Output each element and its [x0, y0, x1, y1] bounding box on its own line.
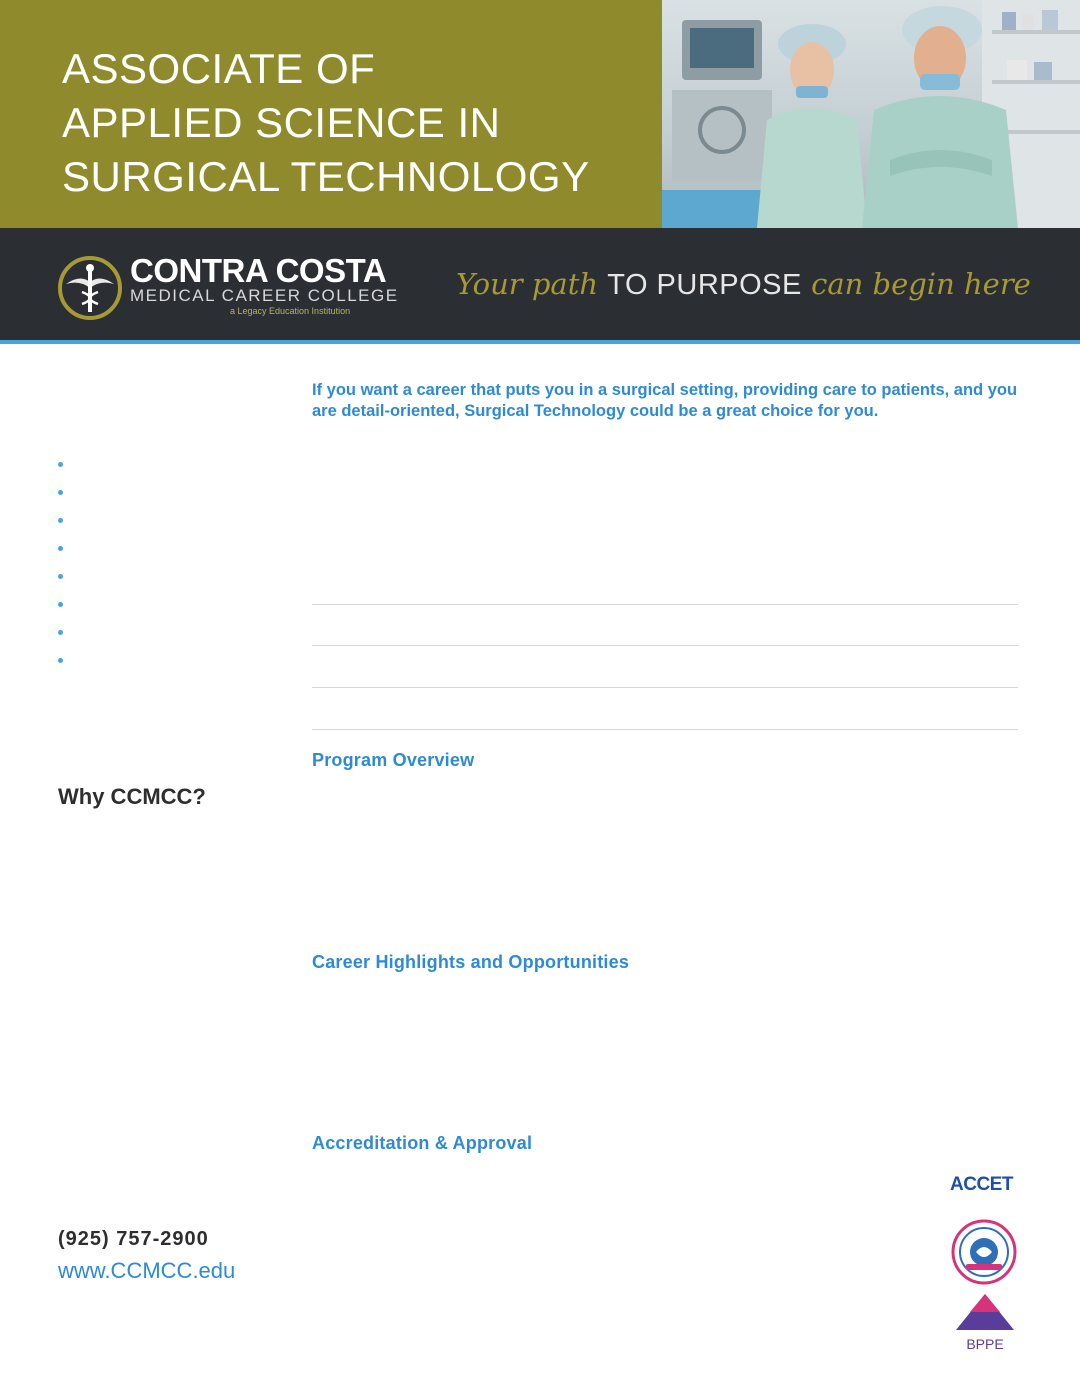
- program-overview-section: [312, 748, 1018, 780]
- college-tagline: a Legacy Education Institution: [230, 306, 351, 316]
- accreditation-section: [312, 1131, 912, 1163]
- sidebar-list-item: [58, 566, 278, 594]
- college-name: CONTRA COSTA: [130, 252, 387, 289]
- title-line-1: ASSOCIATE OF: [62, 45, 376, 92]
- title-line-3: SURGICAL TECHNOLOGY: [62, 153, 590, 200]
- sidebar-list-item: [58, 454, 278, 482]
- fact-row: [312, 646, 1018, 688]
- career-title: Career Highlights and Opportunities: [312, 952, 630, 972]
- fact-row: [312, 604, 1018, 646]
- abhes-seal-icon: [950, 1218, 1018, 1286]
- why-heading: Why CCMCC?: [58, 784, 206, 809]
- phone-number[interactable]: (925) 757-2900: [58, 1228, 209, 1250]
- bppe-label: BPPE: [966, 1336, 1004, 1352]
- sidebar-list-item: [58, 622, 278, 650]
- accet-logo: ACCET: [950, 1174, 1013, 1195]
- page-title: [62, 42, 642, 204]
- website-link[interactable]: www.CCMCC.edu: [58, 1258, 236, 1283]
- sidebar-list-item: [58, 650, 278, 678]
- brand-accent-line: [0, 340, 1080, 344]
- sidebar-list-item: [58, 482, 278, 510]
- slogan: [456, 266, 1031, 303]
- slogan-caps: TO PURPOSE: [607, 269, 802, 301]
- title-line-2: APPLIED SCIENCE IN: [62, 99, 501, 146]
- fact-row: [312, 688, 1018, 730]
- accreditation-title: Accreditation & Approval: [312, 1133, 533, 1153]
- sidebar-list-item: [58, 510, 278, 538]
- college-subname: MEDICAL CAREER COLLEGE: [130, 286, 399, 305]
- intro-lead: If you want a career that puts you in a surgical setting, providing care to patients, and you are detail-oriented, Surgical Technology could be a great choice for you.: [312, 381, 1018, 420]
- program-facts: [312, 604, 1018, 730]
- hero-title-panel: [0, 0, 662, 228]
- caduceus-icon: [56, 254, 124, 322]
- main-intro: [312, 380, 1018, 428]
- program-overview-title: Program Overview: [312, 750, 475, 770]
- career-section: [312, 950, 1018, 992]
- slogan-script-1: Your path: [456, 267, 599, 301]
- bppe-logo: [952, 1292, 1018, 1352]
- sidebar-list-item: [58, 538, 278, 566]
- bppe-triangle-icon: [952, 1292, 1018, 1332]
- hero-photo: [662, 0, 1080, 228]
- slogan-script-2: can begin here: [811, 267, 1031, 301]
- sidebar-list-item: [58, 594, 278, 622]
- sidebar-list: [58, 454, 278, 678]
